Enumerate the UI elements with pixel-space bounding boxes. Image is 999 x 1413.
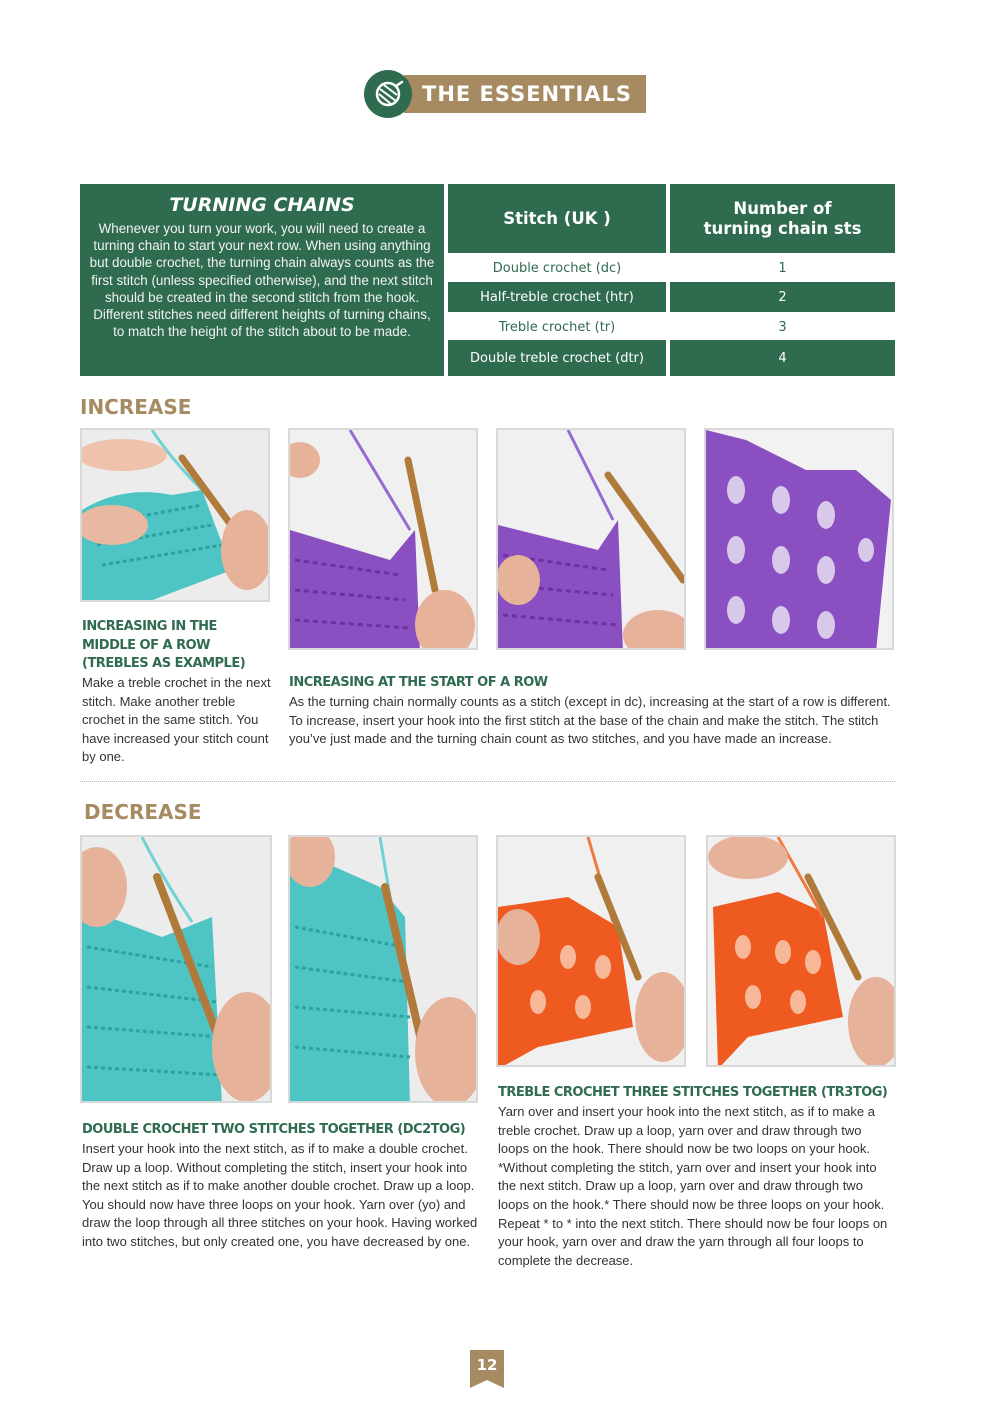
page-number-tag [470,1350,504,1388]
increase-start-body: As the turning chain normally counts as a stitch (except in dc), increasing at the start of a row is different. To increase, insert your hook into the first stitch at the base of the chain and make the stitch. The stitch you’ve just made and the turning chain count as two stitches, and you have made an increase. [289,694,891,747]
page-number: 12 [476,1356,498,1374]
decrease-heading: DECREASE [84,800,202,824]
table-cell-stitch: Half-treble crochet (htr) [448,282,666,312]
table-cell-count: 2 [670,282,895,312]
tr3tog-body: Yarn over and insert your hook into the next stitch, as if to make a treble crochet. Draw up a loop, yarn over and draw through two loops on the hook. There should now be two loops on your hook. *Without completing the stitch, yarn over and insert your hook into the next stitch. Draw up a loop, yarn over and draw through two loops on the hook.* There should now be three loops on your hook. Repeat * to * into the next stitch. There should now be four loops on your hook, yarn over and draw the yarn through all four loops to complete the decrease. [498,1104,888,1268]
section-divider [80,781,895,782]
turning-chains-title: TURNING CHAINS [169,194,355,216]
photo-increase-result [704,428,894,650]
yarn-ball-icon [364,70,412,118]
table-header-stitch: Stitch (UK ) [448,184,666,253]
photo-increase-start-2 [496,428,686,650]
table-cell-stitch: Double crochet (dc) [448,253,666,283]
section-title: THE ESSENTIALS [404,75,646,113]
table-cell-count: 4 [670,340,895,376]
increase-middle-body: Make a treble crochet in the next stitch. Make another treble crochet in the same stitch. You have increased your stitch count by one. [82,675,271,765]
increase-middle-title: INCREASING IN THE MIDDLE OF A ROW (TREBLES AS EXAMPLE) [82,619,246,671]
photo-dc2tog-2 [288,835,478,1103]
photo-tr3tog-2 [706,835,896,1067]
table-cell-count: 1 [670,253,895,283]
increase-heading: INCREASE [80,395,192,419]
photo-dc2tog-1 [80,835,272,1103]
tr3tog-title: TREBLE CROCHET THREE STITCHES TOGETHER (TR3TOG) [498,1085,888,1100]
dc2tog-title: DOUBLE CROCHET TWO STITCHES TOGETHER (DC2TOG) [82,1122,466,1137]
increase-start-title: INCREASING AT THE START OF A ROW [289,675,548,690]
turning-chains-panel [80,184,444,376]
dc2tog-body: Insert your hook into the next stitch, as if to make a double crochet. Draw up a loop. Without completing the stitch, insert your hook into the next stitch as if to make another double crochet. Draw up a loop. You should now have three loops on your hook. Yarn over (yo) and draw the loop through all three stitches on your hook. Having worked into two stitches, but only created one, you have decreased by one. [82,1141,478,1249]
photo-tr3tog-1 [496,835,686,1067]
turning-chains-body: Whenever you turn your work, you will need to create a turning chain to start your next row. When using anything but double crochet, the turning chain always counts as the first stitch (unless specified otherwise), and the next stitch should be created in the second stitch from the hook. Different stitches need different heights of turning chains, to match the height of the stitch about to be made. [89,221,435,340]
table-cell-stitch: Treble crochet (tr) [448,312,666,342]
table-header-count: Number of turning chain sts [670,184,895,253]
table-cell-stitch: Double treble crochet (dtr) [448,340,666,376]
photo-increase-middle [80,428,270,602]
table-cell-count: 3 [670,312,895,342]
section-badge [364,70,646,118]
photo-increase-start-1 [288,428,478,650]
